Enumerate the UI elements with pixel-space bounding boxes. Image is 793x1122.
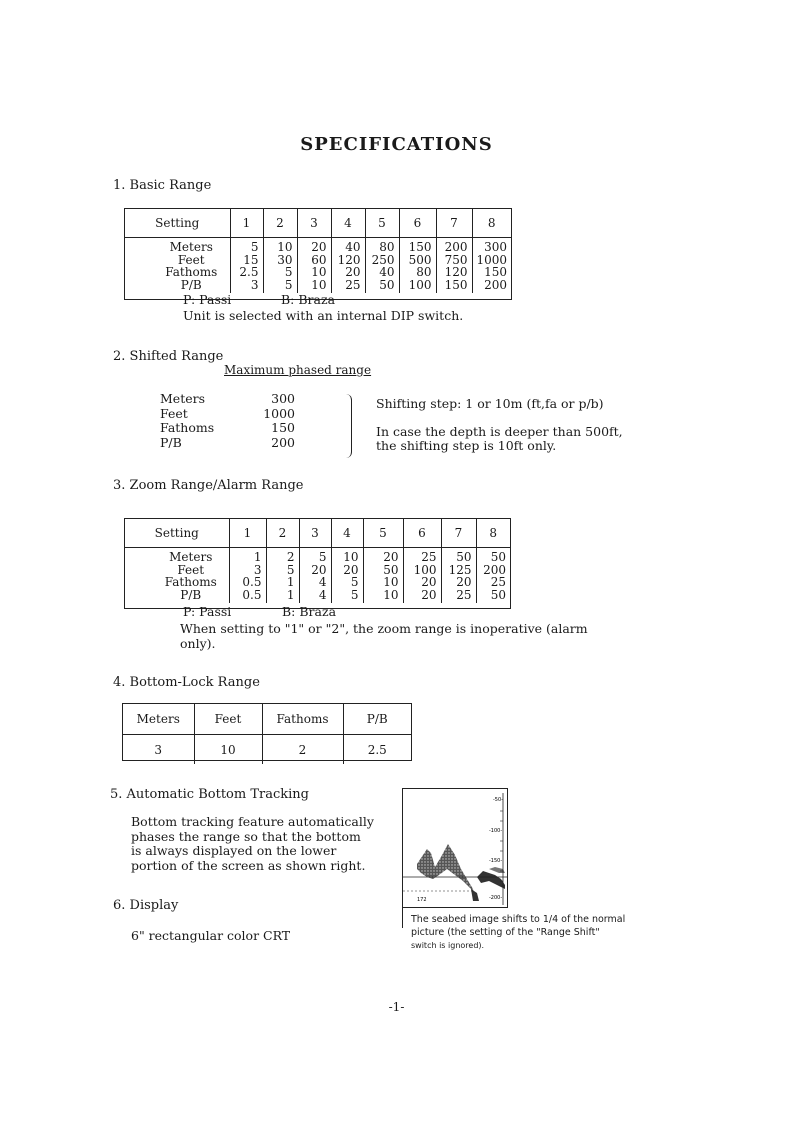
scale-label-150: -150- [489,858,503,864]
table-row [125,576,510,589]
bottom-lock-value-feet: 10 [194,735,262,765]
zoom-range-unit-label: Fathoms [164,575,217,589]
tracking-line-1: Bottom tracking feature automatically [131,814,374,829]
bottom-lock-header-meters: Meters [123,704,194,735]
basic-range-cell: 200 [472,279,511,294]
basic-range-header-setting: Setting [125,209,230,238]
basic-range-cell: 5 [230,238,263,254]
section-display-heading: 6. Display [113,898,179,913]
zoom-range-cell: 20 [299,564,331,577]
shifted-value: 200 [271,434,295,450]
basic-range-header-2: 2 [263,209,297,238]
page-number: -1- [388,1000,405,1014]
list-item [160,392,300,407]
caption-line-3: switch is ignored). [411,941,485,950]
zoom-range-cell: 20 [363,548,403,564]
shifted-depth-note-1: In case the depth is deeper than 500ft, [376,424,623,439]
bottom-lock-value-pb: 2.5 [343,735,411,765]
basic-range-cell: 300 [472,238,511,254]
zoom-range-unit-label: P/B [180,587,202,602]
zoom-range-header-6: 6 [403,519,441,548]
basic-range-header-1: 1 [230,209,263,238]
zoom-range-cell: 20 [331,564,363,577]
basic-range-header-7: 7 [436,209,472,238]
zoom-range-cell: 3 [229,564,266,577]
scale-label-100: -100- [489,828,503,834]
basic-range-cell: 50 [365,279,399,294]
section-bottom-lock-heading: 4. Bottom-Lock Range [113,675,260,690]
basic-range-cell: 1000 [472,254,511,267]
basic-range-cell: 10 [297,266,331,279]
caption-leader-line [402,870,404,928]
list-item [160,407,300,422]
zoom-range-cell: 1 [266,576,299,589]
display-text: 6" rectangular color CRT [131,928,291,943]
shifted-unit: P/B [160,434,182,450]
zoom-range-cell: 4 [299,576,331,589]
zoom-range-cell: 50 [441,548,476,564]
section-tracking-heading: 5. Automatic Bottom Tracking [110,787,309,802]
basic-range-cell: 80 [365,238,399,254]
basic-range-cell: 30 [263,254,297,267]
bottom-lock-value-fathoms: 2 [262,735,343,765]
section-zoom-range-heading: 3. Zoom Range/Alarm Range [113,478,304,493]
basic-range-cell: 250 [365,254,399,267]
basic-range-cell: 2.5 [230,266,263,279]
shifted-range-list [160,392,300,450]
shifted-unit: Meters [160,391,206,406]
basic-range-cell: 150 [472,266,511,279]
tracking-line-3: is always displayed on the lower [131,843,337,858]
zoom-range-cell: 10 [331,548,363,564]
shifted-value: 150 [271,420,295,435]
basic-range-header-6: 6 [399,209,436,238]
zoom-range-cell: 2 [266,548,299,564]
zoom-range-cell: 25 [476,576,510,589]
page-title: SPECIFICATIONS [300,134,493,155]
zoom-range-cell: 200 [476,564,510,577]
basic-range-cell: 5 [263,279,297,294]
section-shifted-range-heading: 2. Shifted Range [113,349,224,364]
zoom-range-cell: 5 [331,589,363,604]
scale-label-200: -200- [489,895,503,901]
seabed-echo-image [403,789,507,907]
zoom-range-cell: 20 [403,576,441,589]
zoom-note-2: only). [180,636,216,651]
zoom-range-unit-label: Feet [177,562,205,577]
basic-range-cell: 25 [331,279,365,294]
basic-range-header-3: 3 [297,209,331,238]
depth-readout: 172 [417,897,427,903]
zoom-range-cell: 5 [331,576,363,589]
zoom-range-unit-label: Meters [169,550,213,564]
section-basic-range-heading: 1. Basic Range [113,178,212,193]
list-item [160,436,300,451]
shifted-subtitle: Maximum phased range [224,363,372,377]
zoom-range-cell: 1 [266,589,299,604]
basic-range-cell: 5 [263,266,297,279]
zoom-range-header-5: 5 [363,519,403,548]
zoom-range-cell: 20 [441,576,476,589]
tracking-line-4: portion of the screen as shown right. [131,858,366,873]
basic-range-cell: 120 [331,254,365,267]
shifted-depth-note-2: the shifting step is 10ft only. [376,438,557,453]
zoom-range-header-1: 1 [229,519,266,548]
bottom-lock-header-feet: Feet [194,704,262,735]
zoom-range-cell: 100 [403,564,441,577]
zoom-range-header-8: 8 [476,519,510,548]
basic-range-cell: 20 [297,238,331,254]
zoom-range-cell: 20 [403,589,441,604]
basic-range-cell: 150 [399,238,436,254]
basic-range-cell: 120 [436,266,472,279]
basic-range-cell: 10 [263,238,297,254]
zoom-range-cell: 5 [299,548,331,564]
zoom-note-1: When setting to "1" or "2", the zoom range is inoperative (alarm [180,621,588,636]
shifted-brace [343,394,352,458]
zoom-range-cell: 50 [476,548,510,564]
basic-note-unit: Unit is selected with an internal DIP switch. [183,308,464,323]
basic-range-cell: 3 [230,279,263,294]
basic-range-unit-label: Meters [169,240,213,254]
echo-sounder-display-figure [402,788,508,908]
table-row [125,548,510,564]
bottom-lock-value-meters: 3 [154,742,163,757]
basic-range-header-5: 5 [365,209,399,238]
zoom-range-cell: 10 [363,576,403,589]
zoom-range-cell: 0.5 [229,589,266,604]
zoom-range-cell: 50 [476,589,510,604]
table-row [125,266,511,279]
zoom-range-header-4: 4 [331,519,363,548]
shifted-step-note: Shifting step: 1 or 10m (ft,fa or p/b) [376,396,604,411]
bottom-lock-table [122,703,412,761]
basic-range-header-8: 8 [472,209,511,238]
zoom-range-header-2: 2 [266,519,299,548]
table-row [125,279,511,294]
zoom-range-cell: 1 [229,548,266,564]
table-row [125,589,510,604]
shifted-unit: Fathoms [160,420,215,435]
zoom-range-cell: 25 [441,589,476,604]
scale-label-50: -50- [493,797,503,803]
basic-note-braza: B: Braza [281,292,336,307]
caption-line-2: picture (the setting of the "Range Shift" [411,927,600,938]
basic-note-passi: P: Passi [183,292,232,307]
zoom-range-cell: 10 [363,589,403,604]
basic-range-unit-label: Feet [177,252,205,267]
zoom-range-cell: 4 [299,589,331,604]
zoom-range-cell: 50 [363,564,403,577]
zoom-range-cell: 25 [403,548,441,564]
bottom-lock-header-pb: P/B [343,704,411,735]
basic-range-cell: 60 [297,254,331,267]
basic-range-header-4: 4 [331,209,365,238]
basic-range-cell: 750 [436,254,472,267]
zoom-note-braza: B: Braza [282,604,337,619]
shifted-unit: Feet [160,405,188,421]
zoom-note-passi: P: Passi [183,604,232,619]
basic-range-unit-label: Fathoms [165,265,218,279]
bottom-lock-header-fathoms: Fathoms [262,704,343,735]
basic-range-cell: 80 [399,266,436,279]
tracking-line-2: phases the range so that the bottom [131,829,361,844]
basic-range-cell: 10 [297,279,331,294]
echo-figure-caption [411,913,625,952]
shifted-value: 1000 [263,405,295,421]
basic-range-cell: 200 [436,238,472,254]
basic-range-unit-label: P/B [180,277,202,292]
zoom-range-cell: 5 [266,564,299,577]
basic-range-table [124,208,512,300]
basic-range-cell: 40 [331,238,365,254]
basic-range-cell: 20 [331,266,365,279]
basic-range-cell: 150 [436,279,472,294]
basic-range-cell: 500 [399,254,436,267]
zoom-range-cell: 0.5 [229,576,266,589]
basic-range-cell: 100 [399,279,436,294]
zoom-range-cell: 125 [441,564,476,577]
table-row [125,238,511,254]
zoom-range-table [124,518,511,609]
zoom-range-header-7: 7 [441,519,476,548]
shifted-value: 300 [271,391,295,406]
basic-range-cell: 15 [230,254,263,267]
caption-line-1: The seabed image shifts to 1/4 of the normal [411,914,626,925]
zoom-range-header-3: 3 [299,519,331,548]
list-item [160,421,300,436]
basic-range-cell: 40 [365,266,399,279]
zoom-range-header-setting: Setting [125,519,229,548]
